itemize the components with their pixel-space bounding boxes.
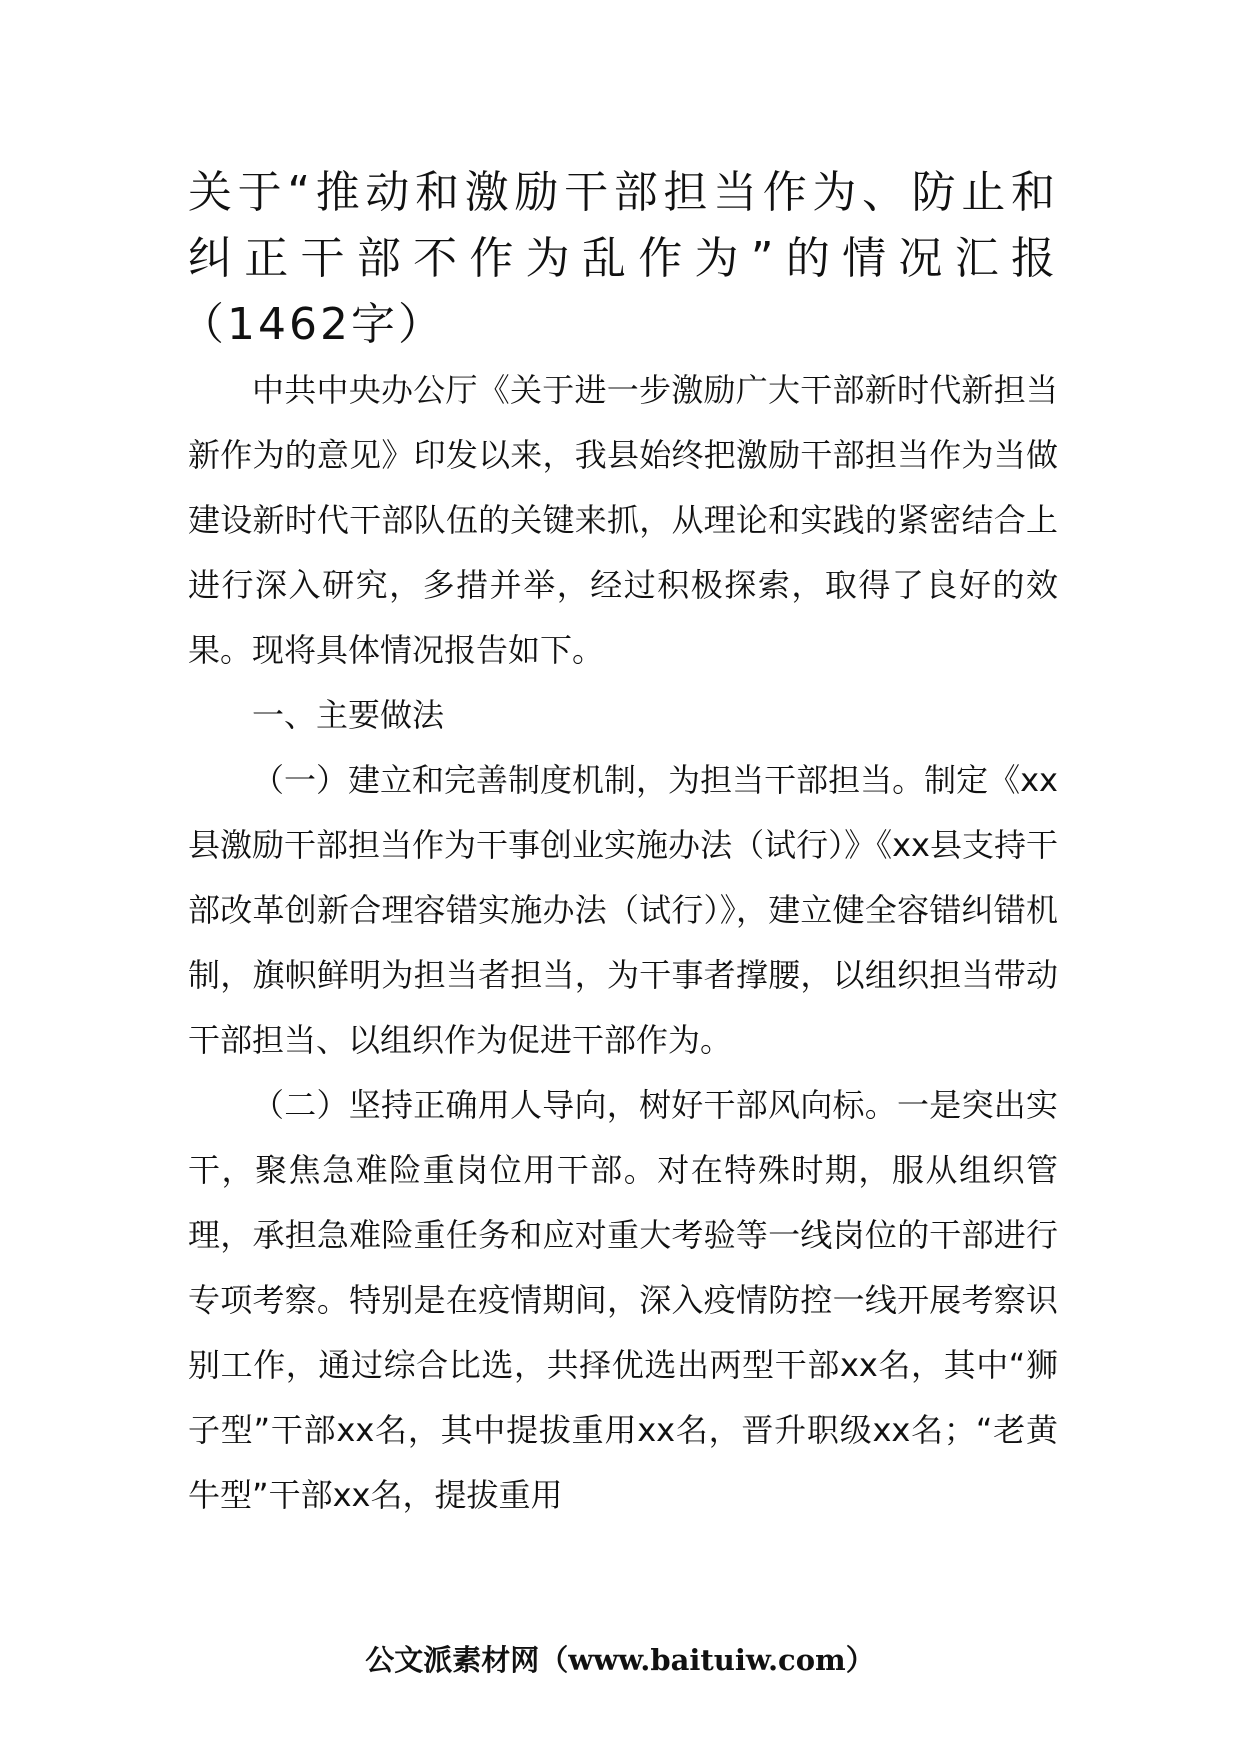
intro-paragraph: 中共中央办公厅《关于进一步激励广大干部新时代新担当新作为的意见》印发以来，我县始终把激励干部担当作为当做建设新时代干部队伍的关键来抓，从理论和实践的紧密结合上进行深入研究，多措并举，经过积极探索，取得了良好的效果。现将具体情况报告如下。 [188,371,1058,669]
document-page [180,160,1058,1528]
footer-watermark: 公文派素材网（www.baituiw.com） [365,1643,875,1677]
body-paragraph: （二）坚持正确用人导向，树好干部风向标。一是突出实干，聚焦急难险重岗位用干部。对在特殊时期，服从组织管理，承担急难险重任务和应对重大考验等一线岗位的干部进行专项考察。特别是在疫情期间，深入疫情防控一线开展考察识别工作，通过综合比选，共择优选出两型干部xx名，其中“狮子型”干部xx名，其中提拔重用xx名，晋升职级xx名；“老黄牛型”干部xx名，提拔重用 [188,1086,1058,1514]
body-paragraph: （一）建立和完善制度机制，为担当干部担当。制定《xx县激励干部担当作为干事创业实施办法（试行）》《xx县支持干部改革创新合理容错实施办法（试行）》，建立健全容错纠错机制，旗帜鲜明为担当者担当，为干事者撑腰，以组织担当带动干部担当、以组织作为促进干部作为。 [188,761,1058,1059]
document-title [180,160,1058,358]
document-body [188,358,1058,1528]
title-word-count: （1462字） [180,299,445,350]
section-heading: 一、主要做法 [252,696,445,734]
title-main: 关于“推动和激励干部担当作为、防止和纠正干部不作为乱作为”的情况汇报 [188,167,1058,284]
